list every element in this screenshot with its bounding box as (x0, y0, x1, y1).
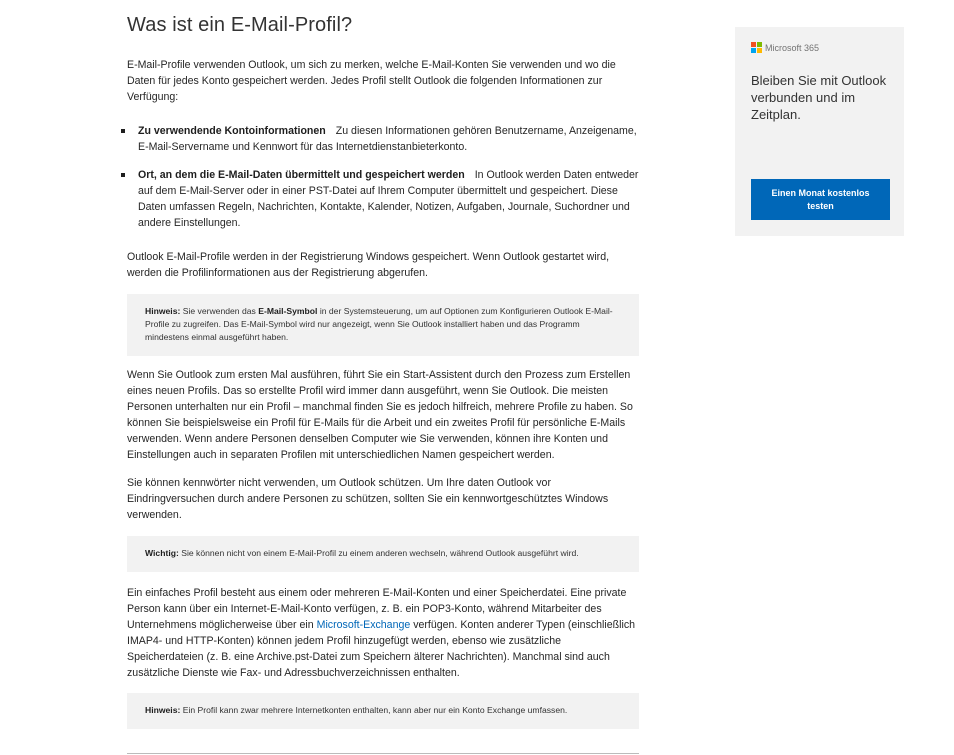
brand-name: Microsoft 365 (765, 42, 820, 53)
promo-card (735, 27, 904, 236)
important-text: Sie können nicht von einem E-Mail-Profil zu einem anderen wechseln, während Outlook ausgeführt wird. (181, 548, 579, 558)
logo-square (751, 48, 756, 53)
list-item-text: In Outlook werden Daten entweder auf dem E-Mail-Server oder in einer PST-Datei auf Ihrem Computer übermittelt und gespeichert. Diese Daten umfassen Regeln, Nachrichten, Kontakte, Kalender, Notizen, Aufgaben, Journale, Suchordner und andere Einstellungen. (138, 169, 639, 229)
article (127, 14, 639, 729)
list-item-term: Ort, an dem die E-Mail-Daten übermittelt und gespeichert werden (138, 169, 465, 181)
list-item-text: Zu diesen Informationen gehören Benutzername, Anzeigename, E-Mail-Servername und Kennwort für das Internetdienstanbieterkonto. (138, 125, 637, 153)
password-paragraph: Sie können kennwörter nicht verwenden, um Outlook schützen. Um Ihre daten Outlook vor Eindringversuchen durch andere Personen zu schützen, sollten Sie ein kennwortgeschütztes Windows verwenden. (127, 477, 609, 521)
divider (127, 753, 639, 754)
paragraph-text: Ein einfaches Profil besteht aus einem oder mehreren E-Mail-Konten und einer Speicherdatei. Eine private Person kann über ein Internet-E-Mail-Konto verfügen, z. B. ein POP3-Konto, während Mitarbeiter des Unternehmens möglicherweise über ein (127, 587, 627, 631)
note-bold-term: E-Mail-Symbol (258, 306, 318, 316)
note-text: in der Systemsteuerung, um auf Optionen zum Konfigurieren Outlook E-Mail-Profile zu zugreifen. Das E-Mail-Symbol wird nur angezeigt, wenn Sie Outlook installiert haben und das Programm mindestens einmal ausgeführt haben. (145, 306, 613, 342)
intro-paragraph: E-Mail-Profile verwenden Outlook, um sich zu merken, welche E-Mail-Konten Sie verwenden und wo die Daten für jedes Konto gespeichert werden. Jedes Profil stellt Outlook die folgenden Informationen zur Verfügung: (127, 59, 616, 103)
microsoft-logo-icon (751, 42, 762, 53)
note-label: Hinweis: (145, 306, 181, 316)
note-box (127, 294, 639, 356)
logo-square (757, 42, 762, 47)
note-text: Sie verwenden das (182, 306, 256, 316)
microsoft-exchange-link[interactable]: Microsoft-Exchange (316, 619, 411, 631)
microsoft-365-logo (751, 42, 819, 53)
important-box (127, 536, 639, 572)
list-item-term: Zu verwendende Kontoinformationen (138, 125, 326, 137)
logo-square (751, 42, 756, 47)
important-label: Wichtig: (145, 548, 179, 558)
list-item (127, 123, 639, 155)
info-list (127, 123, 639, 231)
registry-paragraph: Outlook E-Mail-Profile werden in der Registrierung Windows gespeichert. Wenn Outlook gestartet wird, werden die Profilinformationen aus der Registrierung abgerufen. (127, 251, 610, 279)
note-box (127, 693, 639, 729)
promo-text: Bleiben Sie mit Outlook verbunden und im Zeitplan. (751, 73, 887, 122)
list-item (127, 167, 639, 231)
free-trial-button[interactable]: Einen Monat kostenlos testen (751, 179, 890, 220)
logo-square (757, 48, 762, 53)
article-title: Was ist ein E-Mail-Profil? (127, 14, 353, 36)
note-label: Hinweis: (145, 705, 181, 715)
simple-profile-paragraph (127, 585, 639, 681)
paragraph-text: verfügen. Konten anderer Typen (einschließlich IMAP4- und HTTP-Konten) können jedem Profil hinzugefügt werden, ebenso wie zusätzliche Speicherdateien (z. B. eine Archive.pst-Datei zum Speichern älterer Nachrichten). Manchmal sind auch zusätzliche Dienste wie Fax- und Adressbuchverzeichnissen enthalten. (127, 619, 636, 679)
note-text: Ein Profil kann zwar mehrere Internetkonten enthalten, kann aber nur ein Konto Exchange umfassen. (182, 705, 568, 715)
first-run-paragraph: Wenn Sie Outlook zum ersten Mal ausführen, führt Sie ein Start-Assistent durch den Prozess zum Erstellen eines neuen Profils. Das so erstellte Profil wird immer dann ausgeführt, wenn Sie Outlook. Die meisten Personen unterhalten nur ein Profil – manchmal finden Sie es jedoch hilfreich, mehrere Profile zu haben. So können Sie beispielsweise ein Profil für E-Mails für die Arbeit und ein zweites Profil für persönliche E-Mails verwenden. Wenn andere Personen denselben Computer wie Sie verwenden, können ihre Konten und Einstellungen auch in separaten Profilen mit unterschiedlichen Namen gespeichert werden. (127, 369, 633, 461)
